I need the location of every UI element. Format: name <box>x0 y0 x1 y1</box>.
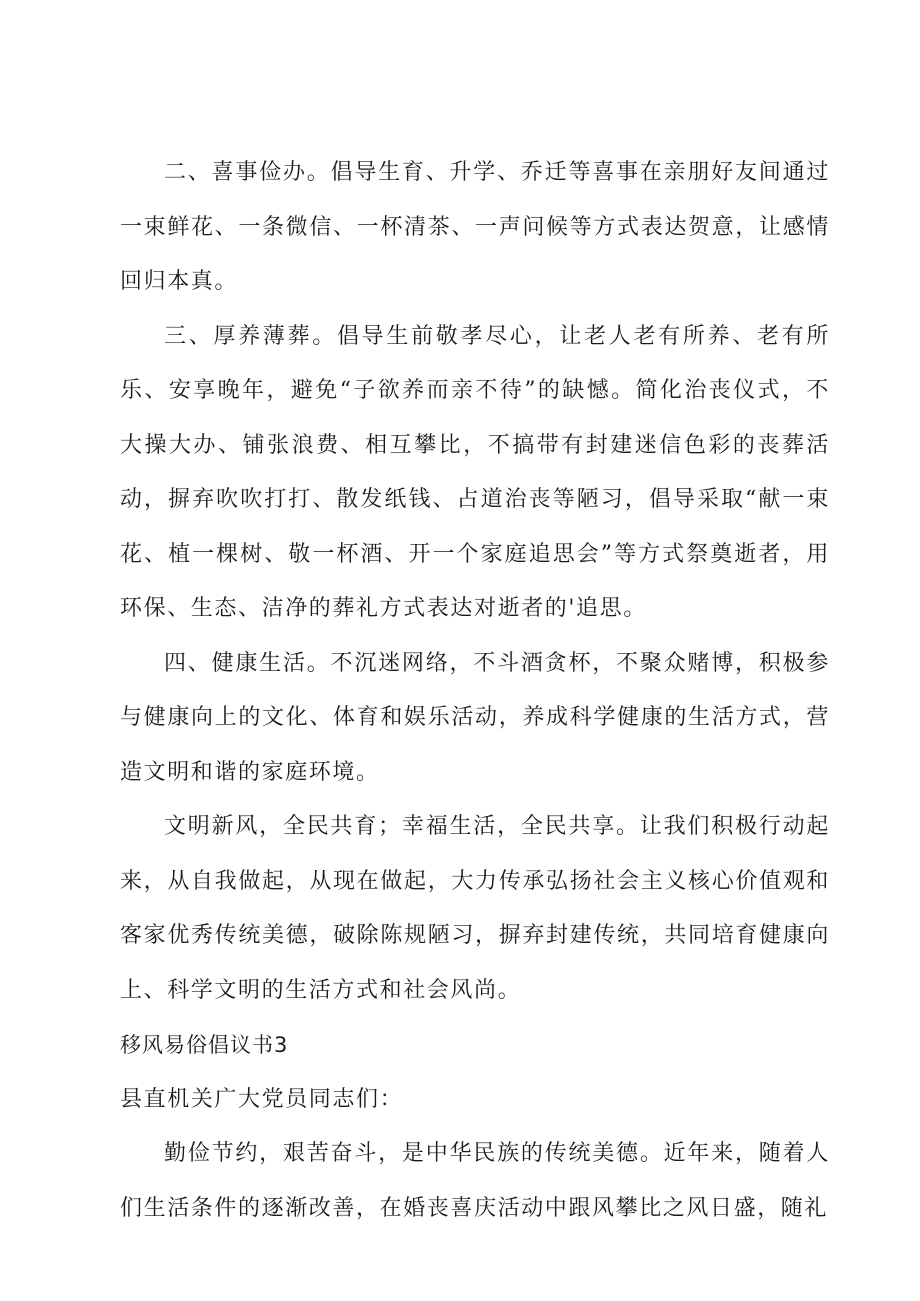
document-heading: 移风易俗倡议书3 <box>120 1033 289 1057</box>
paragraph-healthy-living: 四、健康生活。不沉迷网络，不斗酒贪杯，不聚众赌博，积极参与健康向上的文化、体育和娱乐活动，养成科学健康的生活方式，营造文明和谐的家庭环境。 <box>120 650 830 785</box>
paragraph-civilized-customs: 文明新风，全民共育；幸福生活，全民共享。让我们积极行动起来，从自我做起，从现在做起，大力传承弘扬社会主义核心价值观和客家优秀传统美德，破除陈规陋习，摒弃封建传统，共同培育健康向上、科学文明的生活方式和社会风尚。 <box>120 814 830 1003</box>
paragraph-thrift: 勤俭节约，艰苦奋斗，是中华民族的传统美德。近年来，随着人们生活条件的逐渐改善，在婚丧喜庆活动中跟风攀比之风日盛，随礼 <box>120 1141 830 1221</box>
paragraph-joyful-events: 二、喜事俭办。倡导生育、升学、乔迁等喜事在亲朋好友间通过一束鲜花、一条微信、一杯清茶、一声问候等方式表达贺意，让感情回归本真。 <box>120 160 830 294</box>
salutation: 县直机关广大党员同志们： <box>120 1086 404 1112</box>
document-body <box>120 146 830 1236</box>
paragraph-filial-funeral: 三、厚养薄葬。倡导生前敬孝尽心，让老人老有所养、老有所乐、安享晚年，避免“子欲养而亲不待”的缺憾。简化治丧仪式，不大操大办、铺张浪费、相互攀比，不搞带有封建迷信色彩的丧葬活动，摒弃吹吹打打、散发纸钱、占道治丧等陋习，倡导采取“献一束花、植一棵树、敬一杯酒、开一个家庭追思会”等方式祭奠逝者，用环保、生态、洁净的葬礼方式表达对逝者的'追思。 <box>120 323 830 621</box>
